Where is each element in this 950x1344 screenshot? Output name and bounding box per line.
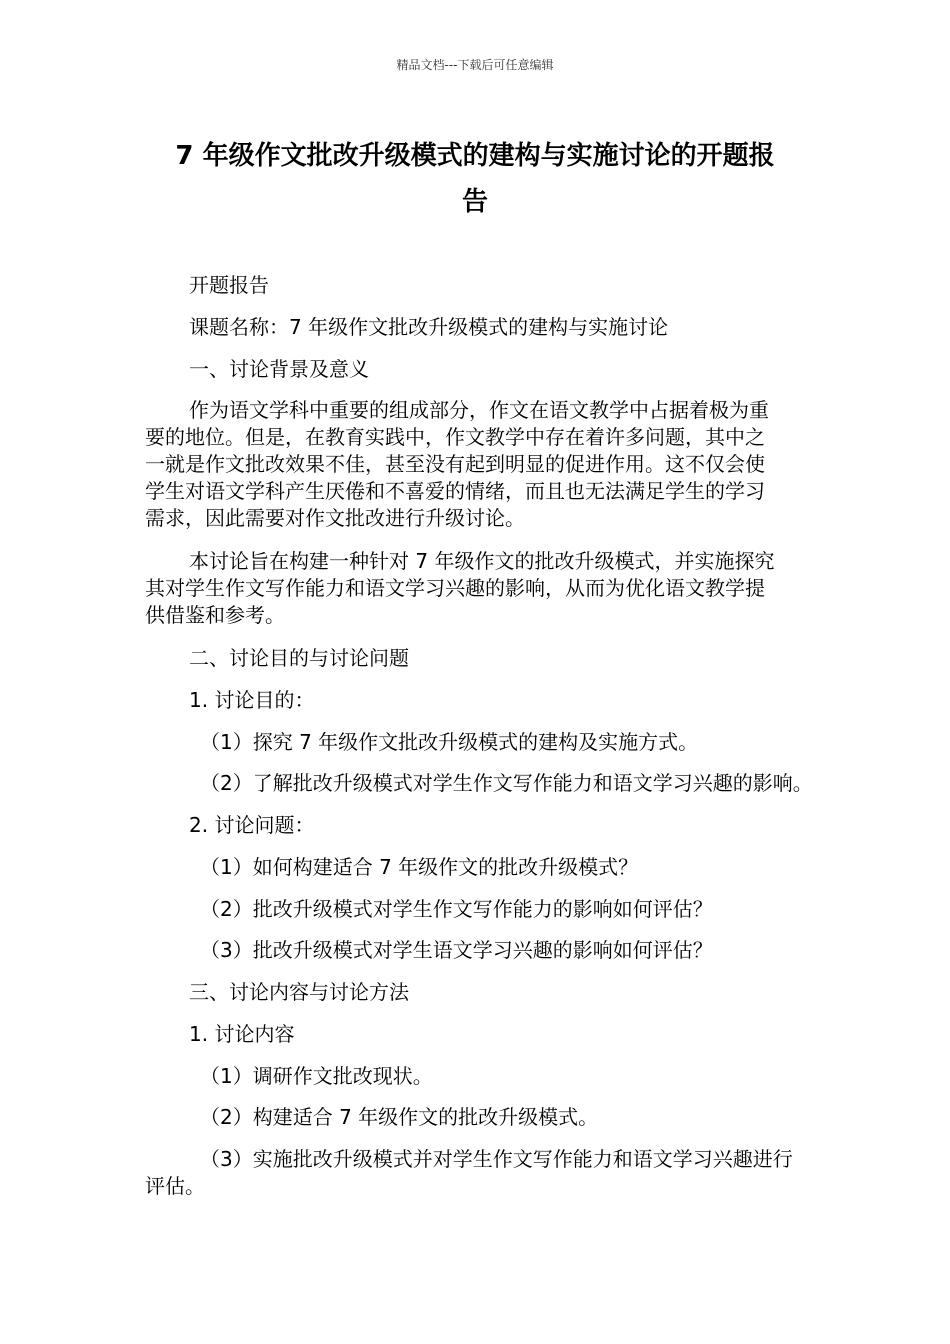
document-title [140,133,810,225]
paragraph-line: 需求，因此需要对作文批改进行升级讨论。 [145,506,525,530]
section-3-heading: 三、讨论内容与讨论方法 [189,980,409,1004]
paragraph-line: 学生对语文学科产生厌倦和不喜爱的情绪，而且也无法满足学生的学习 [145,479,765,503]
paragraph-line: 供借鉴和参考。 [145,603,285,627]
question-item: （1）如何构建适合 7 年级作文的批改升级模式？ [200,855,639,879]
section-2-heading: 二、讨论目的与讨论问题 [189,646,409,670]
goal-item: （2）了解批改升级模式对学生作文写作能力和语文学习兴趣的影响。 [200,771,813,795]
content-item-3 [145,1146,805,1200]
goal-item: （1）探究 7 年级作文批改升级模式的建构及实施方式。 [200,730,699,754]
page-header: 精品文档---下载后可任意编辑 [396,58,554,72]
paragraph-line: 要的地位。但是，在教育实践中，作文教学中存在着许多问题，其中之 [145,425,765,449]
report-label: 开题报告 [189,273,269,297]
question-item: （2）批改升级模式对学生作文写作能力的影响如何评估？ [200,897,713,921]
paragraph-line: 一就是作文批改效果不佳，甚至没有起到明显的促进作用。这不仅会使 [145,452,765,476]
section-1-heading: 一、讨论背景及意义 [189,357,369,381]
paragraph-line: （3）实施批改升级模式并对学生作文写作能力和语文学习兴趣进行 [200,1147,793,1171]
paragraph-line: 本讨论旨在构建一种针对 7 年级作文的批改升级模式，并实施探究 [189,549,775,573]
question-heading: 2. 讨论问题： [189,813,315,837]
title-line-1: 7 年级作文批改升级模式的建构与实施讨论的开题报 [175,141,775,171]
paragraph-line: 其对学生作文写作能力和语文学习兴趣的影响，从而为优化语文教学提 [145,576,765,600]
paragraph-aim [145,548,805,629]
title-line-2: 告 [461,187,488,217]
goal-heading: 1. 讨论目的： [189,688,315,712]
question-item: （3）批改升级模式对学生语文学习兴趣的影响如何评估？ [200,938,713,962]
paragraph-background [145,397,805,532]
content-heading: 1. 讨论内容 [189,1022,295,1046]
paragraph-line: 评估。 [145,1174,205,1198]
topic-name: 课题名称：7 年级作文批改升级模式的建构与实施讨论 [189,315,669,339]
paragraph-line: 作为语文学科中重要的组成部分，作文在语文教学中占据着极为重 [189,398,769,422]
content-item: （1）调研作文批改现状。 [200,1064,433,1088]
content-item: （2）构建适合 7 年级作文的批改升级模式。 [200,1105,599,1129]
